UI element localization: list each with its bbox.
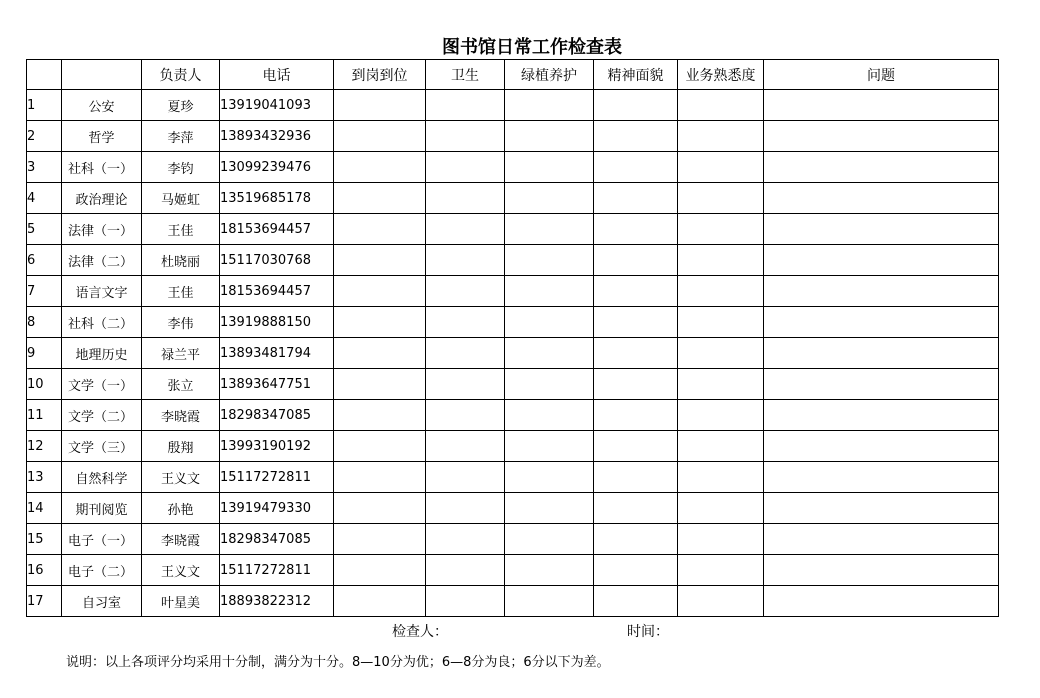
phone-cell[interactable]: 18893822312 — [220, 586, 334, 617]
attendance-score-cell[interactable] — [334, 338, 426, 369]
attendance-score-cell[interactable] — [334, 121, 426, 152]
row-index-cell[interactable]: 2 — [27, 121, 62, 152]
familiarity-score-cell[interactable] — [678, 121, 764, 152]
issues-cell[interactable] — [764, 493, 999, 524]
person-cell[interactable]: 王佳 — [142, 276, 220, 307]
attendance-score-cell[interactable] — [334, 524, 426, 555]
row-index-cell[interactable]: 13 — [27, 462, 62, 493]
attendance-score-cell[interactable] — [334, 276, 426, 307]
person-cell[interactable]: 孙艳 — [142, 493, 220, 524]
person-cell[interactable]: 禄兰平 — [142, 338, 220, 369]
familiarity-score-cell[interactable] — [678, 152, 764, 183]
issues-cell[interactable] — [764, 214, 999, 245]
attendance-score-cell[interactable] — [334, 400, 426, 431]
phone-cell[interactable]: 13893432936 — [220, 121, 334, 152]
person-cell[interactable]: 叶星美 — [142, 586, 220, 617]
table-row — [27, 586, 999, 617]
hygiene-score-cell[interactable] — [426, 245, 505, 276]
phone-cell[interactable]: 18153694457 — [220, 214, 334, 245]
header-cell-plant-care[interactable]: 绿植养护 — [505, 60, 594, 90]
spirit-score-cell[interactable] — [594, 400, 678, 431]
department-cell[interactable]: 地理历史 — [62, 338, 142, 369]
issues-cell[interactable] — [764, 524, 999, 555]
person-cell[interactable]: 殷翔 — [142, 431, 220, 462]
spirit-score-cell[interactable] — [594, 493, 678, 524]
header-cell-spirit[interactable]: 精神面貌 — [594, 60, 678, 90]
familiarity-score-cell[interactable] — [678, 493, 764, 524]
hygiene-score-cell[interactable] — [426, 493, 505, 524]
familiarity-score-cell[interactable] — [678, 555, 764, 586]
phone-cell[interactable]: 13893647751 — [220, 369, 334, 400]
table-row — [27, 493, 999, 524]
spirit-score-cell[interactable] — [594, 121, 678, 152]
phone-cell[interactable]: 13919479330 — [220, 493, 334, 524]
person-cell[interactable]: 王义文 — [142, 462, 220, 493]
phone-cell[interactable]: 15117272811 — [220, 462, 334, 493]
attendance-score-cell[interactable] — [334, 152, 426, 183]
issues-cell[interactable] — [764, 121, 999, 152]
table-row — [27, 369, 999, 400]
department-cell[interactable]: 哲学 — [62, 121, 142, 152]
issues-cell[interactable] — [764, 152, 999, 183]
spirit-score-cell[interactable] — [594, 555, 678, 586]
attendance-score-cell[interactable] — [334, 245, 426, 276]
spirit-score-cell[interactable] — [594, 183, 678, 214]
issues-cell[interactable] — [764, 307, 999, 338]
department-cell[interactable]: 电子（二） — [62, 555, 142, 586]
familiarity-score-cell[interactable] — [678, 183, 764, 214]
header-cell-person[interactable]: 负责人 — [142, 60, 220, 90]
header-cell-department[interactable] — [62, 60, 142, 90]
plant-care-score-cell[interactable] — [505, 276, 594, 307]
row-index-cell[interactable]: 8 — [27, 307, 62, 338]
hygiene-score-cell[interactable] — [426, 369, 505, 400]
row-index-cell[interactable]: 1 — [27, 90, 62, 121]
table-row — [27, 524, 999, 555]
row-index-cell[interactable]: 11 — [27, 400, 62, 431]
spirit-score-cell[interactable] — [594, 245, 678, 276]
row-index-cell[interactable]: 6 — [27, 245, 62, 276]
plant-care-score-cell[interactable] — [505, 524, 594, 555]
person-cell[interactable]: 李晓霞 — [142, 400, 220, 431]
department-cell[interactable]: 自习室 — [62, 586, 142, 617]
issues-cell[interactable] — [764, 276, 999, 307]
issues-cell[interactable] — [764, 586, 999, 617]
department-cell[interactable]: 期刊阅览 — [62, 493, 142, 524]
spirit-score-cell[interactable] — [594, 276, 678, 307]
hygiene-score-cell[interactable] — [426, 586, 505, 617]
table-row — [27, 152, 999, 183]
plant-care-score-cell[interactable] — [505, 586, 594, 617]
department-cell[interactable]: 文学（三） — [62, 431, 142, 462]
person-cell[interactable]: 李钧 — [142, 152, 220, 183]
phone-cell[interactable]: 13893481794 — [220, 338, 334, 369]
table-row — [27, 90, 999, 121]
header-cell-issues[interactable]: 问题 — [764, 60, 999, 90]
person-cell[interactable]: 马姬虹 — [142, 183, 220, 214]
issues-cell[interactable] — [764, 462, 999, 493]
department-cell[interactable]: 文学（二） — [62, 400, 142, 431]
department-cell[interactable]: 法律（二） — [62, 245, 142, 276]
table-row — [27, 431, 999, 462]
table-row — [27, 555, 999, 586]
row-index-cell[interactable]: 4 — [27, 183, 62, 214]
phone-cell[interactable]: 13099239476 — [220, 152, 334, 183]
spirit-score-cell[interactable] — [594, 462, 678, 493]
spirit-score-cell[interactable] — [594, 369, 678, 400]
attendance-score-cell[interactable] — [334, 307, 426, 338]
hygiene-score-cell[interactable] — [426, 152, 505, 183]
hygiene-score-cell[interactable] — [426, 121, 505, 152]
spirit-score-cell[interactable] — [594, 214, 678, 245]
plant-care-score-cell[interactable] — [505, 245, 594, 276]
department-cell[interactable]: 社科（一） — [62, 152, 142, 183]
phone-cell[interactable]: 15117030768 — [220, 245, 334, 276]
phone-cell[interactable]: 13919888150 — [220, 307, 334, 338]
hygiene-score-cell[interactable] — [426, 183, 505, 214]
phone-cell[interactable]: 13919041093 — [220, 90, 334, 121]
familiarity-score-cell[interactable] — [678, 400, 764, 431]
sheet-title: 图书馆日常工作检查表 — [442, 37, 622, 58]
plant-care-score-cell[interactable] — [505, 369, 594, 400]
issues-cell[interactable] — [764, 555, 999, 586]
table-row — [27, 400, 999, 431]
header-cell-index[interactable] — [27, 60, 62, 90]
header-cell-familiarity[interactable]: 业务熟悉度 — [678, 60, 764, 90]
phone-cell[interactable]: 13519685178 — [220, 183, 334, 214]
table-row — [27, 183, 999, 214]
phone-cell[interactable]: 15117272811 — [220, 555, 334, 586]
plant-care-score-cell[interactable] — [505, 307, 594, 338]
plant-care-score-cell[interactable] — [505, 214, 594, 245]
department-cell[interactable]: 公安 — [62, 90, 142, 121]
familiarity-score-cell[interactable] — [678, 214, 764, 245]
department-cell[interactable]: 电子（一） — [62, 524, 142, 555]
spirit-score-cell[interactable] — [594, 90, 678, 121]
hygiene-score-cell[interactable] — [426, 555, 505, 586]
person-cell[interactable]: 李伟 — [142, 307, 220, 338]
department-cell[interactable]: 文学（一） — [62, 369, 142, 400]
table-body — [27, 90, 999, 617]
spirit-score-cell[interactable] — [594, 338, 678, 369]
row-index-cell[interactable]: 7 — [27, 276, 62, 307]
person-cell[interactable]: 王佳 — [142, 214, 220, 245]
plant-care-score-cell[interactable] — [505, 400, 594, 431]
table-row — [27, 462, 999, 493]
phone-cell[interactable]: 13993190192 — [220, 431, 334, 462]
row-index-cell[interactable]: 12 — [27, 431, 62, 462]
familiarity-score-cell[interactable] — [678, 369, 764, 400]
spirit-score-cell[interactable] — [594, 586, 678, 617]
phone-cell[interactable]: 18298347085 — [220, 524, 334, 555]
plant-care-score-cell[interactable] — [505, 462, 594, 493]
familiarity-score-cell[interactable] — [678, 524, 764, 555]
issues-cell[interactable] — [764, 400, 999, 431]
header-cell-attendance[interactable]: 到岗到位 — [334, 60, 426, 90]
table-row — [27, 338, 999, 369]
familiarity-score-cell[interactable] — [678, 245, 764, 276]
person-cell[interactable]: 杜晓丽 — [142, 245, 220, 276]
inspector-label: 检查人： — [392, 624, 448, 640]
phone-cell[interactable]: 18153694457 — [220, 276, 334, 307]
person-cell[interactable]: 夏珍 — [142, 90, 220, 121]
person-cell[interactable]: 张立 — [142, 369, 220, 400]
hygiene-score-cell[interactable] — [426, 338, 505, 369]
table-row — [27, 307, 999, 338]
department-cell[interactable]: 语言文字 — [62, 276, 142, 307]
row-index-cell[interactable]: 15 — [27, 524, 62, 555]
attendance-score-cell[interactable] — [334, 462, 426, 493]
department-cell[interactable]: 政治理论 — [62, 183, 142, 214]
header-cell-phone[interactable]: 电话 — [220, 60, 334, 90]
plant-care-score-cell[interactable] — [505, 183, 594, 214]
department-cell[interactable]: 法律（一） — [62, 214, 142, 245]
familiarity-score-cell[interactable] — [678, 307, 764, 338]
phone-cell[interactable]: 18298347085 — [220, 400, 334, 431]
spirit-score-cell[interactable] — [594, 431, 678, 462]
hygiene-score-cell[interactable] — [426, 90, 505, 121]
attendance-score-cell[interactable] — [334, 214, 426, 245]
issues-cell[interactable] — [764, 183, 999, 214]
person-cell[interactable]: 王义文 — [142, 555, 220, 586]
row-index-cell[interactable]: 3 — [27, 152, 62, 183]
issues-cell[interactable] — [764, 431, 999, 462]
familiarity-score-cell[interactable] — [678, 431, 764, 462]
hygiene-score-cell[interactable] — [426, 214, 505, 245]
spirit-score-cell[interactable] — [594, 307, 678, 338]
header-cell-hygiene[interactable]: 卫生 — [426, 60, 505, 90]
spirit-score-cell[interactable] — [594, 524, 678, 555]
hygiene-score-cell[interactable] — [426, 431, 505, 462]
department-cell[interactable]: 社科（二） — [62, 307, 142, 338]
row-index-cell[interactable]: 5 — [27, 214, 62, 245]
scoring-note: 说明：以上各项评分均采用十分制，满分为十分。8—10分为优；6—8分为良；6分以下为差。 — [66, 655, 610, 670]
familiarity-score-cell[interactable] — [678, 586, 764, 617]
plant-care-score-cell[interactable] — [505, 493, 594, 524]
issues-cell[interactable] — [764, 369, 999, 400]
familiarity-score-cell[interactable] — [678, 462, 764, 493]
hygiene-score-cell[interactable] — [426, 400, 505, 431]
row-index-cell[interactable]: 14 — [27, 493, 62, 524]
plant-care-score-cell[interactable] — [505, 90, 594, 121]
attendance-score-cell[interactable] — [334, 586, 426, 617]
table-row — [27, 276, 999, 307]
header-row — [27, 60, 999, 90]
spirit-score-cell[interactable] — [594, 152, 678, 183]
plant-care-score-cell[interactable] — [505, 555, 594, 586]
table-row — [27, 245, 999, 276]
familiarity-score-cell[interactable] — [678, 90, 764, 121]
inspection-table — [26, 59, 999, 617]
table-row — [27, 121, 999, 152]
row-index-cell[interactable]: 17 — [27, 586, 62, 617]
row-index-cell[interactable]: 16 — [27, 555, 62, 586]
person-cell[interactable]: 李晓霞 — [142, 524, 220, 555]
attendance-score-cell[interactable] — [334, 431, 426, 462]
familiarity-score-cell[interactable] — [678, 338, 764, 369]
issues-cell[interactable] — [764, 338, 999, 369]
attendance-score-cell[interactable] — [334, 183, 426, 214]
department-cell[interactable]: 自然科学 — [62, 462, 142, 493]
row-index-cell[interactable]: 10 — [27, 369, 62, 400]
plant-care-score-cell[interactable] — [505, 338, 594, 369]
hygiene-score-cell[interactable] — [426, 276, 505, 307]
attendance-score-cell[interactable] — [334, 555, 426, 586]
row-index-cell[interactable]: 9 — [27, 338, 62, 369]
issues-cell[interactable] — [764, 245, 999, 276]
hygiene-score-cell[interactable] — [426, 524, 505, 555]
table-row — [27, 214, 999, 245]
plant-care-score-cell[interactable] — [505, 152, 594, 183]
familiarity-score-cell[interactable] — [678, 276, 764, 307]
hygiene-score-cell[interactable] — [426, 462, 505, 493]
attendance-score-cell[interactable] — [334, 90, 426, 121]
time-label: 时间： — [627, 624, 669, 640]
issues-cell[interactable] — [764, 90, 999, 121]
attendance-score-cell[interactable] — [334, 493, 426, 524]
hygiene-score-cell[interactable] — [426, 307, 505, 338]
attendance-score-cell[interactable] — [334, 369, 426, 400]
person-cell[interactable]: 李萍 — [142, 121, 220, 152]
plant-care-score-cell[interactable] — [505, 431, 594, 462]
plant-care-score-cell[interactable] — [505, 121, 594, 152]
